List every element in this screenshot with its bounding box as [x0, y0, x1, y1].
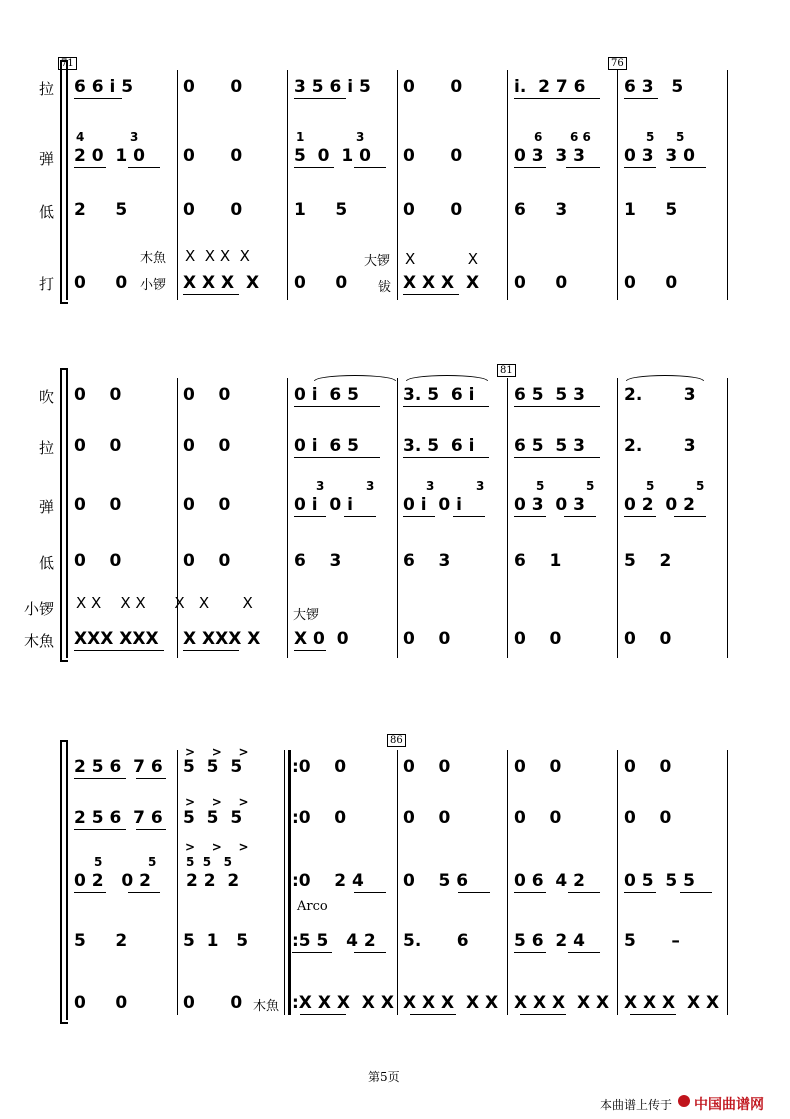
instrument-label-di: 低	[38, 554, 54, 572]
percussion-upper: X X	[405, 250, 479, 268]
barline	[287, 378, 288, 658]
measure-number: 76	[608, 57, 627, 70]
underline	[354, 167, 386, 168]
notation-cell: X XXX X	[183, 629, 261, 649]
percussion-label: 木魚	[140, 251, 167, 266]
underline	[670, 167, 706, 168]
notation-cell: XXX XXX	[74, 629, 159, 649]
measure-number: 71	[58, 57, 77, 70]
notation-cell: :X X X X X	[292, 993, 394, 1013]
system-bracket-line	[66, 368, 68, 658]
notation-cell: i. 2 7 6	[514, 77, 586, 97]
notation-cell: X X X X	[403, 273, 480, 293]
underline	[74, 650, 164, 651]
notation-cell: 2 2 2	[186, 871, 240, 891]
notation-cell: 0 0	[74, 436, 122, 456]
chord-upper-note: 5	[148, 855, 157, 869]
notation-cell: 0 0	[183, 146, 243, 166]
underline	[520, 1014, 566, 1015]
underline	[294, 406, 380, 407]
underline	[566, 167, 600, 168]
notation-cell: 2 0 1 0	[74, 146, 145, 166]
underline	[294, 167, 334, 168]
chord-upper-note: 5	[586, 479, 595, 493]
slur	[406, 375, 488, 381]
instrument-label-xiaoluo: 小锣	[23, 600, 54, 618]
notation-cell: 0 0	[403, 757, 451, 777]
chord-upper-note: 5	[646, 479, 655, 493]
notation-cell: X 0 0	[294, 629, 349, 649]
notation-cell: X X X X X	[624, 993, 720, 1013]
underline	[292, 952, 332, 953]
chord-upper-note: 3	[130, 130, 139, 144]
notation-cell: 0 i 0 i	[294, 495, 353, 515]
underline	[514, 892, 546, 893]
notation-cell: 0 0	[514, 757, 562, 777]
underline	[514, 406, 600, 407]
chord-upper-note: 3	[426, 479, 435, 493]
notation-cell: 0 0	[183, 385, 231, 405]
notation-cell: 1 5	[624, 200, 678, 220]
underline	[624, 516, 656, 517]
underline	[344, 516, 376, 517]
underline	[624, 98, 658, 99]
notation-cell: 0 3 0 3	[514, 495, 585, 515]
underline	[624, 892, 656, 893]
underline	[294, 516, 326, 517]
notation-cell: 0 0	[74, 385, 122, 405]
underline	[300, 1014, 346, 1015]
notation-cell: 0 0	[74, 273, 128, 293]
notation-cell: 0 i 6 5	[294, 385, 359, 405]
notation-cell: 0 0	[183, 436, 231, 456]
notation-cell: 0 0	[74, 993, 128, 1013]
site-logo-icon	[678, 1095, 690, 1107]
system-bracket-line	[66, 740, 68, 1020]
underline	[403, 406, 489, 407]
notation-cell: 0 0	[294, 273, 348, 293]
chord-upper-note: 3	[366, 479, 375, 493]
accent-marks: > > >	[185, 745, 249, 759]
barline	[507, 750, 508, 1015]
underline	[568, 892, 600, 893]
barline	[397, 750, 398, 1015]
notation-cell: 0 0	[403, 629, 451, 649]
notation-cell: 6 3	[403, 551, 451, 571]
notation-cell: 2 5 6 7 6	[74, 757, 163, 777]
system-1	[0, 60, 790, 305]
notation-cell: 0 i 0 i	[403, 495, 462, 515]
notation-cell: 3. 5 6 i	[403, 385, 475, 405]
notation-cell: 0 0	[183, 993, 243, 1013]
chord-upper-note: 1	[296, 130, 305, 144]
notation-cell: 0 i 6 5	[294, 436, 359, 456]
notation-cell: X X X X	[183, 273, 260, 293]
page-number: 第5页	[368, 1070, 400, 1084]
notation-cell: 2. 3	[624, 385, 696, 405]
notation-cell: 5 –	[624, 931, 680, 951]
notation-cell: 2 5 6 7 6	[74, 808, 163, 828]
notation-cell: 3. 5 6 i	[403, 436, 475, 456]
notation-cell: 2 5	[74, 200, 128, 220]
percussion-label: 大锣	[364, 254, 391, 269]
underline	[294, 457, 380, 458]
notation-cell: 0 0	[624, 273, 678, 293]
instrument-label-la: 拉	[38, 439, 54, 457]
underline	[128, 167, 160, 168]
notation-cell: :5 5 4 2	[292, 931, 376, 951]
percussion-upper: X X X X X X X	[76, 594, 253, 612]
notation-cell: 0 0	[514, 273, 568, 293]
barline	[507, 70, 508, 300]
chord-upper-note: 5 5 5	[186, 855, 232, 869]
notation-cell: 5 5 5	[183, 757, 243, 777]
notation-cell: 0 0	[403, 808, 451, 828]
chord-upper-note: 5	[536, 479, 545, 493]
instrument-label-tan: 弹	[38, 150, 54, 168]
repeat-barline-thick	[288, 750, 291, 1015]
notation-cell: 0 0	[403, 200, 463, 220]
chord-upper-note: 6	[534, 130, 543, 144]
site-logo-text: 中国曲谱网	[694, 1097, 764, 1113]
barline	[617, 750, 618, 1015]
notation-cell: :0 2 4	[292, 871, 364, 891]
notation-cell: 0 2 0 2	[74, 871, 151, 891]
accent-marks: > > >	[185, 795, 249, 809]
measure-number: 81	[497, 364, 516, 377]
notation-cell: X X X X X	[514, 993, 610, 1013]
accent-marks: > > >	[185, 840, 249, 854]
underline	[74, 778, 126, 779]
chord-upper-note: 3	[356, 130, 365, 144]
notation-cell: 0 5 6	[403, 871, 469, 891]
notation-cell: 2. 3	[624, 436, 696, 456]
underline	[128, 892, 160, 893]
underline	[403, 516, 435, 517]
underline	[514, 167, 546, 168]
underline	[74, 829, 126, 830]
barline	[507, 378, 508, 658]
notation-cell: 0 3 3 0	[624, 146, 695, 166]
instrument-label-la: 拉	[38, 80, 54, 98]
notation-cell: 0 5 5 5	[624, 871, 695, 891]
notation-cell: 6 1	[514, 551, 562, 571]
chord-upper-note: 5	[676, 130, 685, 144]
notation-cell: :0 0	[292, 808, 347, 828]
underline	[514, 952, 546, 953]
barline	[177, 70, 178, 300]
underline	[514, 98, 600, 99]
underline	[568, 952, 600, 953]
system-2	[0, 365, 790, 663]
chord-upper-note: 3	[316, 479, 325, 493]
barline	[397, 70, 398, 300]
barline	[617, 378, 618, 658]
notation-cell: 5 2	[624, 551, 672, 571]
underline	[354, 892, 386, 893]
percussion-upper: X X X X	[185, 247, 250, 265]
instrument-label-di: 低	[38, 203, 54, 221]
underline	[354, 952, 386, 953]
notation-cell: 5 6 2 4	[514, 931, 585, 951]
notation-cell: 0 0	[403, 146, 463, 166]
underline	[514, 516, 546, 517]
notation-cell: 0 0	[183, 77, 243, 97]
barline	[177, 750, 178, 1015]
notation-cell: 0 3 3 3	[514, 146, 585, 166]
barline	[617, 70, 618, 300]
instrument-label-da: 打	[38, 275, 54, 293]
underline	[294, 98, 346, 99]
chord-upper-note: 4	[76, 130, 85, 144]
notation-cell: 5. 6	[403, 931, 469, 951]
notation-cell: 6 3 5	[624, 77, 684, 97]
chord-upper-note: 5	[646, 130, 655, 144]
notation-cell: 3 5 6 i 5	[294, 77, 371, 97]
notation-cell: 5 0 1 0	[294, 146, 371, 166]
slur	[314, 375, 396, 381]
underline	[453, 516, 485, 517]
notation-cell: 5 2	[74, 931, 128, 951]
notation-cell: 0 0	[183, 495, 231, 515]
notation-cell: 0 0	[183, 200, 243, 220]
underline	[624, 167, 656, 168]
underline	[403, 457, 489, 458]
underline	[564, 516, 596, 517]
barline	[727, 70, 728, 300]
instrument-label-muyu: 木魚	[23, 632, 54, 650]
instrument-label-chui: 吹	[38, 388, 54, 406]
barline	[397, 378, 398, 658]
notation-cell: 0 0	[74, 495, 122, 515]
barline	[177, 378, 178, 658]
notation-cell: 0 0	[514, 629, 562, 649]
notation-cell: 1 5	[294, 200, 348, 220]
notation-cell: 6 5 5 3	[514, 436, 585, 456]
instrument-label-tan: 弹	[38, 498, 54, 516]
notation-cell: 0 6 4 2	[514, 871, 585, 891]
chord-upper-note: 3	[476, 479, 485, 493]
notation-cell: X X X X X	[403, 993, 499, 1013]
underline	[74, 167, 106, 168]
notation-cell: :0 0	[292, 757, 347, 777]
underline	[136, 829, 166, 830]
chord-upper-note: 6 6	[570, 130, 591, 144]
underline	[674, 516, 706, 517]
underline	[458, 892, 490, 893]
chord-upper-note: 5	[94, 855, 103, 869]
notation-cell: 5 1 5	[183, 931, 249, 951]
notation-cell: 0 0	[514, 808, 562, 828]
underline	[136, 778, 166, 779]
notation-cell: 0 0	[183, 551, 231, 571]
notation-cell: 0 0	[624, 808, 672, 828]
underline	[294, 650, 326, 651]
percussion-label: 小锣	[140, 278, 167, 293]
notation-cell: 6 3	[514, 200, 568, 220]
slur	[626, 375, 704, 381]
barline	[287, 70, 288, 300]
barline	[727, 750, 728, 1015]
notation-cell: 5 5 5	[183, 808, 243, 828]
arco-marking: Arco	[297, 899, 328, 914]
system-bracket-line	[66, 60, 68, 300]
percussion-label: 钹	[378, 280, 392, 295]
underline	[403, 294, 459, 295]
underline	[74, 98, 122, 99]
underline	[410, 1014, 456, 1015]
percussion-label: 大锣	[293, 608, 320, 623]
underline	[183, 650, 239, 651]
notation-cell: 0 0	[74, 551, 122, 571]
underline	[183, 294, 239, 295]
underline	[680, 892, 712, 893]
notation-cell: 0 0	[403, 77, 463, 97]
underline	[630, 1014, 676, 1015]
barline	[727, 378, 728, 658]
measure-number: 86	[387, 734, 406, 747]
notation-cell: 0 0	[624, 629, 672, 649]
upload-text: 本曲谱上传于	[600, 1098, 673, 1112]
underline	[74, 892, 106, 893]
repeat-barline-thin	[284, 750, 285, 1015]
notation-cell: 6 3	[294, 551, 342, 571]
chord-upper-note: 5	[696, 479, 705, 493]
system-3	[0, 735, 790, 1025]
percussion-label: 木魚	[253, 999, 280, 1014]
notation-cell: 0 2 0 2	[624, 495, 695, 515]
notation-cell: 6 6 i 5	[74, 77, 134, 97]
notation-cell: 6 5 5 3	[514, 385, 585, 405]
notation-cell: 0 0	[624, 757, 672, 777]
underline	[514, 457, 600, 458]
